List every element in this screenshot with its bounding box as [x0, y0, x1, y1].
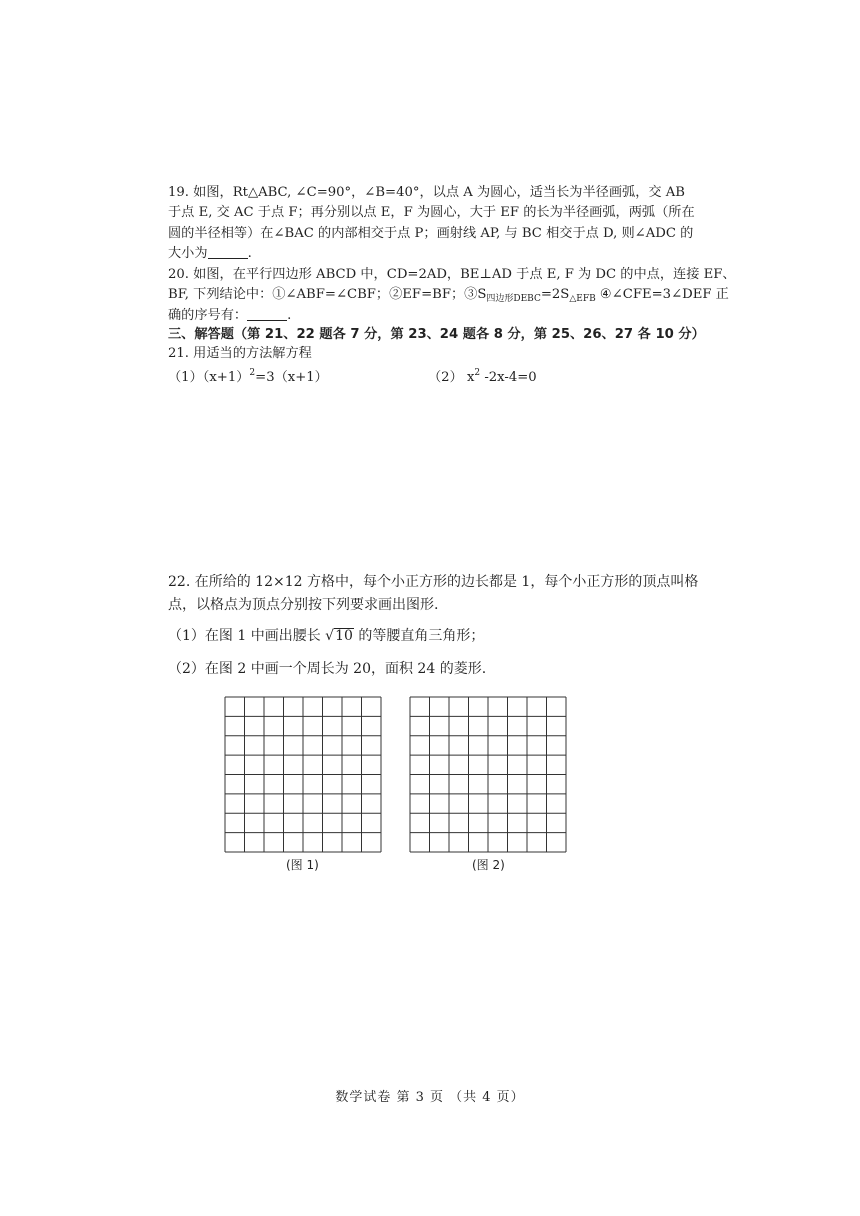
sqrt-radicand: 10: [335, 628, 353, 644]
q20-line-2-text-a: BF, 下列结论中：①∠ABF=∠CBF；②EF=BF；③S: [168, 287, 487, 302]
sqrt-symbol: √10: [325, 628, 353, 644]
q19-answer-blank[interactable]: [208, 246, 248, 259]
q21-part-1-text-b: =3（x+1）: [255, 370, 328, 385]
q21-part-1-text-a: （1）（x+1）: [168, 370, 250, 385]
q22-part-1-text-a: （1）在图 1 中画出腰长: [168, 628, 321, 644]
q22-part-1-text-b: 的等腰直角三角形；: [358, 628, 485, 644]
q21-part-1-exponent: 2: [249, 368, 256, 378]
q20-line-3: 确的序号有： .: [168, 308, 292, 323]
page-footer: 数学试卷 第 3 页 （共 4 页）: [335, 1090, 525, 1105]
q19-answer-prompt: 大小为: [168, 246, 208, 261]
q21-part-2: [428, 364, 537, 387]
q20-line-2-text-b: =2S: [540, 287, 570, 302]
grid-figure-2[interactable]: [409, 696, 569, 854]
q21-part-2-exponent: 2: [474, 368, 481, 378]
q22-part-2: （2）在图 2 中画一个周长为 20，面积 24 的菱形.: [168, 661, 487, 677]
q19-line-4: 大小为 .: [168, 246, 252, 261]
q19-line-1: 19. 如图，Rt△ABC, ∠C=90°，∠B=40°，以点 A 为圆心，适当长为半径画弧，交 AB: [168, 185, 685, 200]
q21-part-1: [168, 364, 328, 387]
q20-line-2-text-c: ④∠CFE=3∠DEF 正: [599, 287, 729, 302]
q20-line-1: 20. 如图，在平行四边形 ABCD 中，CD=2AD，BE⊥AD 于点 E, F 为 DC 的中点，连接 EF、: [168, 267, 736, 282]
q22-part-1: [168, 626, 484, 646]
q20-line-2: [168, 286, 729, 308]
figure-1-caption: (图 1): [286, 858, 319, 872]
grid-figure-1[interactable]: [224, 696, 384, 854]
q20-subscript-quad: 四边形DEBC: [486, 294, 541, 304]
q20-subscript-triangle: △EFB: [569, 294, 596, 304]
section-3-heading: 三、解答题（第 21、22 题各 7 分，第 23、24 题各 8 分，第 25、26、27 各 10 分）: [168, 327, 705, 342]
q21-part-2-text-a: （2） x: [428, 370, 475, 385]
q21-title: 21. 用适当的方法解方程: [168, 346, 312, 361]
q21-part-2-text-b: -2x-4=0: [480, 370, 537, 385]
q19-line-2: 于点 E, 交 AC 于点 F；再分别以点 E，F 为圆心，大于 EF 的长为半径画弧，两弧（所在: [168, 205, 695, 220]
q22-line-2: 点，以格点为顶点分别按下列要求画出图形.: [168, 597, 439, 613]
figure-2-caption: (图 2): [472, 858, 505, 872]
q20-answer-blank[interactable]: [247, 308, 287, 321]
q20-answer-prompt: 确的序号有：: [168, 308, 248, 323]
q19-line-3: 圆的半径相等）在∠BAC 的内部相交于点 P；画射线 AP, 与 BC 相交于点 D, 则∠ADC 的: [168, 226, 694, 241]
q22-line-1: 22. 在所给的 12×12 方格中，每个小正方形的边长都是 1，每个小正方形的顶点叫格: [168, 574, 699, 590]
